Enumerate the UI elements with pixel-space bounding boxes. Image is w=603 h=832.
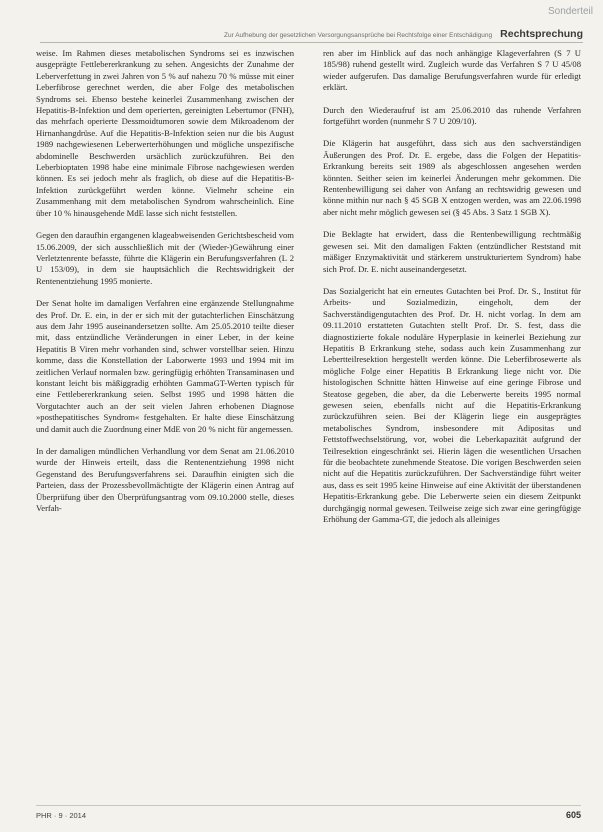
right-column <box>323 48 581 790</box>
paragraph: In der damaligen mündlichen Verhandlung vor dem Senat am 21.06.2010 wurde der Hinweis erteilt, dass die Rentenentziehung 1998 nicht Gegenstand des Berufungsverfahrens sei. Daraufhin einigten sich die Parteien, dass der Prozessbevollmächtigte der Klägerin einen Antrag auf Überprüfung über den Überprüfungsantrag vom 09.10.2000 stelle, dieses Verfah- <box>36 446 294 514</box>
section-title: Rechtsprechung <box>500 28 583 40</box>
journal-issue: PHR · 9 · 2014 <box>36 810 87 820</box>
paragraph: Der Senat holte im damaligen Verfahren eine ergänzende Stellungnahme des Prof. Dr. E. ein, in der er sich mit der gutachterlichen Einschätzung aus dem Jahr 1995 auseinandersetzen sollte. Am 25.05.2010 teilte dieser mit, dass entzündliche Veränderungen in einer Leber, in der keine Hepatitis B Viren mehr vorhanden sind, schwer vorstellbar seien. Hinzu komme, dass die Konstellation der Laborwerte 1993 und 1994 mit im zeitlichen Verlauf normalen bzw. geringfügig erhöhten Transaminasen und konstant leicht bis mäßiggradig erhöhten GammaGT-Werten typisch für eine Fettlebererkrankung seien. Selbst 1995 und 1998 hätten die Vorgutachter auch an der seit vielen Jahren erhobenen Diagnose »posthepatitisches Syndrom« festgehalten. Er halte diese Einschätzung und damit auch die Zuordnung einer MdE von 20 % nicht für angemessen. <box>36 298 294 434</box>
running-header <box>40 24 583 43</box>
paragraph: Die Beklagte hat erwidert, dass die Rentenbewilligung rechtmäßig gewesen sei. Mit den damaligen Fakten (entzündlicher Reststand mit mäßiger Enzymaktivität und stärkerem unstrukturiertem Syndrom) habe sich Prof. Dr. E. nicht auseinandergesetzt. <box>323 229 581 274</box>
paragraph: weise. Im Rahmen dieses metabolischen Syndroms sei es inzwischen ausgeprägte Fettlebererkrankung zu sehen. Angesichts der Zunahme der Leberverfettung in zwei Jahren von 5 % auf nahezu 70 % müsse mit einer Leberfibrose gerechnet werden, die aber Folge des metabolischen Syndroms sei. Ebenso bestehe keinerlei Zusammenhang zwischen der Hepatitis-B-Infektion und dem operierten, gereinigten Lebertumor (FNH), das mehrfach operierte Dessmoidtumoren sowie dem Mikroadenom der Hirnanhangdrüse. Auf die Hepatitis-B-Infektion seien nur die bis August 1989 nachgewiesenen Leberwerterhöhungen und mögliche unspezifische abdominelle Beschwerden ursächlich zurückzuführen. Bei den Leberbioptaten 1998 habe eine minimale Fibrose nachgewiesen werden können. Es sei jedoch mehr als fraglich, ob diese auf die Hepatitis-B-Infektion zurückgeführt werden könne. Vielmehr scheine ein Zusammenhang mit dem metabolischen Syndrom wahrscheinlich. Eine über 10 % hinausgehende MdE lasse sich nicht feststellen. <box>36 48 294 218</box>
page-number: 605 <box>565 810 581 820</box>
paragraph: Durch den Wiederaufruf ist am 25.06.2010 das ruhende Verfahren fortgeführt worden (nunmehr S 7 U 209/10). <box>323 104 581 127</box>
left-column <box>36 48 294 790</box>
paragraph: Die Klägerin hat ausgeführt, dass sich aus den sachverständigen Äußerungen des Prof. Dr. E. ergebe, dass die Folgen der Hepatitis-Erkrankung bereits seit 1989 als abgeschlossen angesehen werden könnten. Seither seien im keinerlei Änderungen mehr gekommen. Die Rentenbewilligung sei daher von Anfang an rechtswidrig gewesen und könne mithin nur nach § 45 SGB X entzogen werden, was am 22.06.1998 aber nicht mehr möglich gewesen sei (§ 45 Abs. 3 Satz 1 SGB X). <box>323 138 581 217</box>
footer-divider <box>36 805 581 806</box>
paragraph: ren aber im Hinblick auf das noch anhängige Klageverfahren (S 7 U 185/98) ruhend gestellt wird. Zugleich wurde das Verfahren S 7 U 45/08 wieder aufgerufen. Das damalige Berufungsverfahren wurde für erledigt erklärt. <box>323 48 581 93</box>
paragraph: Das Sozialgericht hat ein erneutes Gutachten bei Prof. Dr. S., Institut für Arbeits- und Sozialmedizin, eingeholt, dem der Sachverständigengutachten des Prof. Dr. H. nicht vorlag. In dem am 09.11.2010 erstatteten Gutachten stellt Prof. Dr. S. fest, dass die diagnostizierte fokale noduläre Hyperplasie in keinerlei Beziehung zur Hepatitis B Erkrankung stehe, sodass auch kein Zusammenhang zur Lebertteilresektion hergestellt werden könne. Die Leberfibrosewerte als mögliche Folge einer Hepatitis B Erkrankung liege nicht vor. Die histologischen Schnitte hätten Hinweise auf eine geringe Fibrose und Steatose gegeben, die aber, da die Leberwerte bereits 1995 normal gewesen seien, ebenfalls nicht auf die Hepatitis-Erkrankung zurückzuführen seien. Bei der Klägerin liege ein ausgeprägtes metabolisches Syndrom, insbesondere mit Adipositas und Fettstoffwechselstörung, vor, wobei die Leberkapazität aufgrund der Teilresektion eingeschränkt sei. Hierin lägen die wesentlichen Ursachen für die beobachtete zunehmende Steatose. Die vorigen Beschwerden seien nicht auf die Hepatitis zurückzuführen. Der Sachverständige führt weiter aus, dass es seit 1995 keine Hinweise auf eine Aktivität der überstandenen Hepatitis-Erkrankung gebe. Die Leberwerte seien ein diesem Zeitpunkt durchgängig normal gewesen. Teilweise zeige sich zwar eine geringfügige Erhöhung der Gamma-GT, die jedoch als alleiniges <box>323 285 581 525</box>
header-subtitle: Zur Aufhebung der gesetzlichen Versorgungsansprüche bei Rechtsfolge einer Entschädigung <box>224 32 493 39</box>
paragraph: Gegen den daraufhin ergangenen klageabweisenden Gerichtsbescheid vom 15.06.2009, der sich ausschließlich mit der (Wieder-)Gewährung einer Verletztenrente befasste, führte die Klägerin ein Berufungsverfahren (L 2 U 153/09), in dem sie hauptsächlich die Rechtswidrigkeit der Rentenentziehung 1995 monierte. <box>36 230 294 286</box>
text-columns <box>36 48 581 790</box>
corner-label: Sonderteil <box>547 6 593 17</box>
page-footer <box>36 810 581 820</box>
